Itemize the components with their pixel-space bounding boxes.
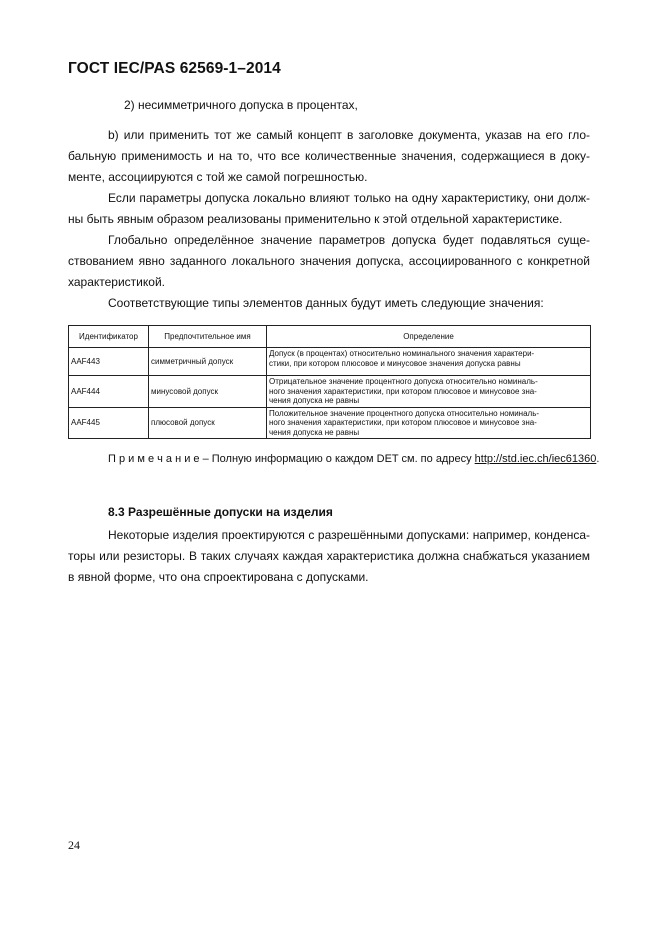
document-header-title: ГОСТ IEC/PAS 62569-1–2014 (68, 60, 281, 77)
table-cell-name: плюсовой допуск (149, 407, 267, 439)
table-row (69, 407, 591, 439)
table-header-cell: Определение (267, 326, 591, 348)
table-cell-id: AAF443 (69, 348, 149, 376)
paragraph-global-line-1: Глобально определённое значение параметров допуска будет подавляться суще- (108, 233, 590, 247)
note-label: П р и м е ч а н и е (108, 453, 200, 465)
table-cell-definition (267, 376, 591, 408)
definition-line: ного значения характеристики, при котором плюсовое и минусовое зна- (269, 386, 537, 396)
note-end: . (596, 453, 600, 465)
definition-line: чения допуска не равны (269, 427, 360, 437)
table-header-row (69, 326, 591, 348)
table-cell-definition (267, 348, 591, 376)
definition-line: чения допуска не равны (269, 396, 360, 405)
section-line-2: торы или резисторы. В таких случаях каждая характеристика должна снабжаться указанием (68, 549, 590, 563)
section-line-1: Некоторые изделия проектируются с разрешёнными допусками: например, конденса- (108, 528, 590, 542)
paragraph-local-line-1: Если параметры допуска локально влияют только на одну характеристику, они долж- (108, 191, 590, 205)
definition-line: Отрицательное значение процентного допуска относительно номиналь- (269, 377, 538, 386)
definition-line: ного значения характеристики, при котором плюсовое и минусовое зна- (269, 418, 537, 427)
note-link[interactable]: http://std.iec.ch/iec61360 (474, 453, 597, 465)
section-heading: 8.3 Разрешённые допуски на изделия (108, 505, 333, 519)
paragraph-b-line-2: бальную применимость и на то, что все количественные значения, содержащиеся в доку- (68, 149, 590, 163)
table-cell-name: минусовой допуск (149, 376, 267, 408)
section-line-3: в явной форме, что она спроектирована с допусками. (68, 570, 369, 584)
table-row (69, 376, 591, 408)
table-cell-id: AAF444 (69, 376, 149, 408)
definition-line: Положительное значение процентного допуска относительно номиналь- (269, 408, 540, 418)
table-row (69, 348, 591, 376)
paragraph-global-line-2: ствованием явно заданного локального значения допуска, ассоциированного с конкретной (68, 254, 590, 268)
table-header-cell: Идентификатор (69, 326, 149, 348)
paragraph-local-line-2: ны быть явным образом реализованы применительно к этой отдельной характеристике. (68, 212, 563, 226)
paragraph-b-line-1: b) или применить тот же самый концепт в заголовке документа, указав на его гло- (108, 128, 590, 142)
table-cell-id: AAF445 (69, 407, 149, 439)
definition-line: Допуск (в процентах) относительно номинального значения характери- (269, 349, 535, 358)
paragraph-types: Соответствующие типы элементов данных будут иметь следующие значения: (108, 296, 544, 310)
page-number: 24 (68, 838, 80, 852)
table-header-cell: Предпочтительное имя (149, 326, 267, 348)
table-cell-definition (267, 407, 591, 439)
note-text: – Полную информацию о каждом DET см. по адресу (199, 453, 475, 465)
definition-line: стики, при котором плюсовое и минусовое значения допуска равны (269, 358, 521, 368)
paragraph-global-line-3: характеристикой. (68, 275, 165, 289)
table-cell-name: симметричный допуск (149, 348, 267, 376)
data-element-table (68, 325, 591, 439)
table-note (108, 452, 599, 466)
paragraph-b-line-3: менте, ассоциируются с той же самой погрешностью. (68, 170, 368, 184)
list-item-2: 2) несимметричного допуска в процентах, (124, 98, 358, 112)
